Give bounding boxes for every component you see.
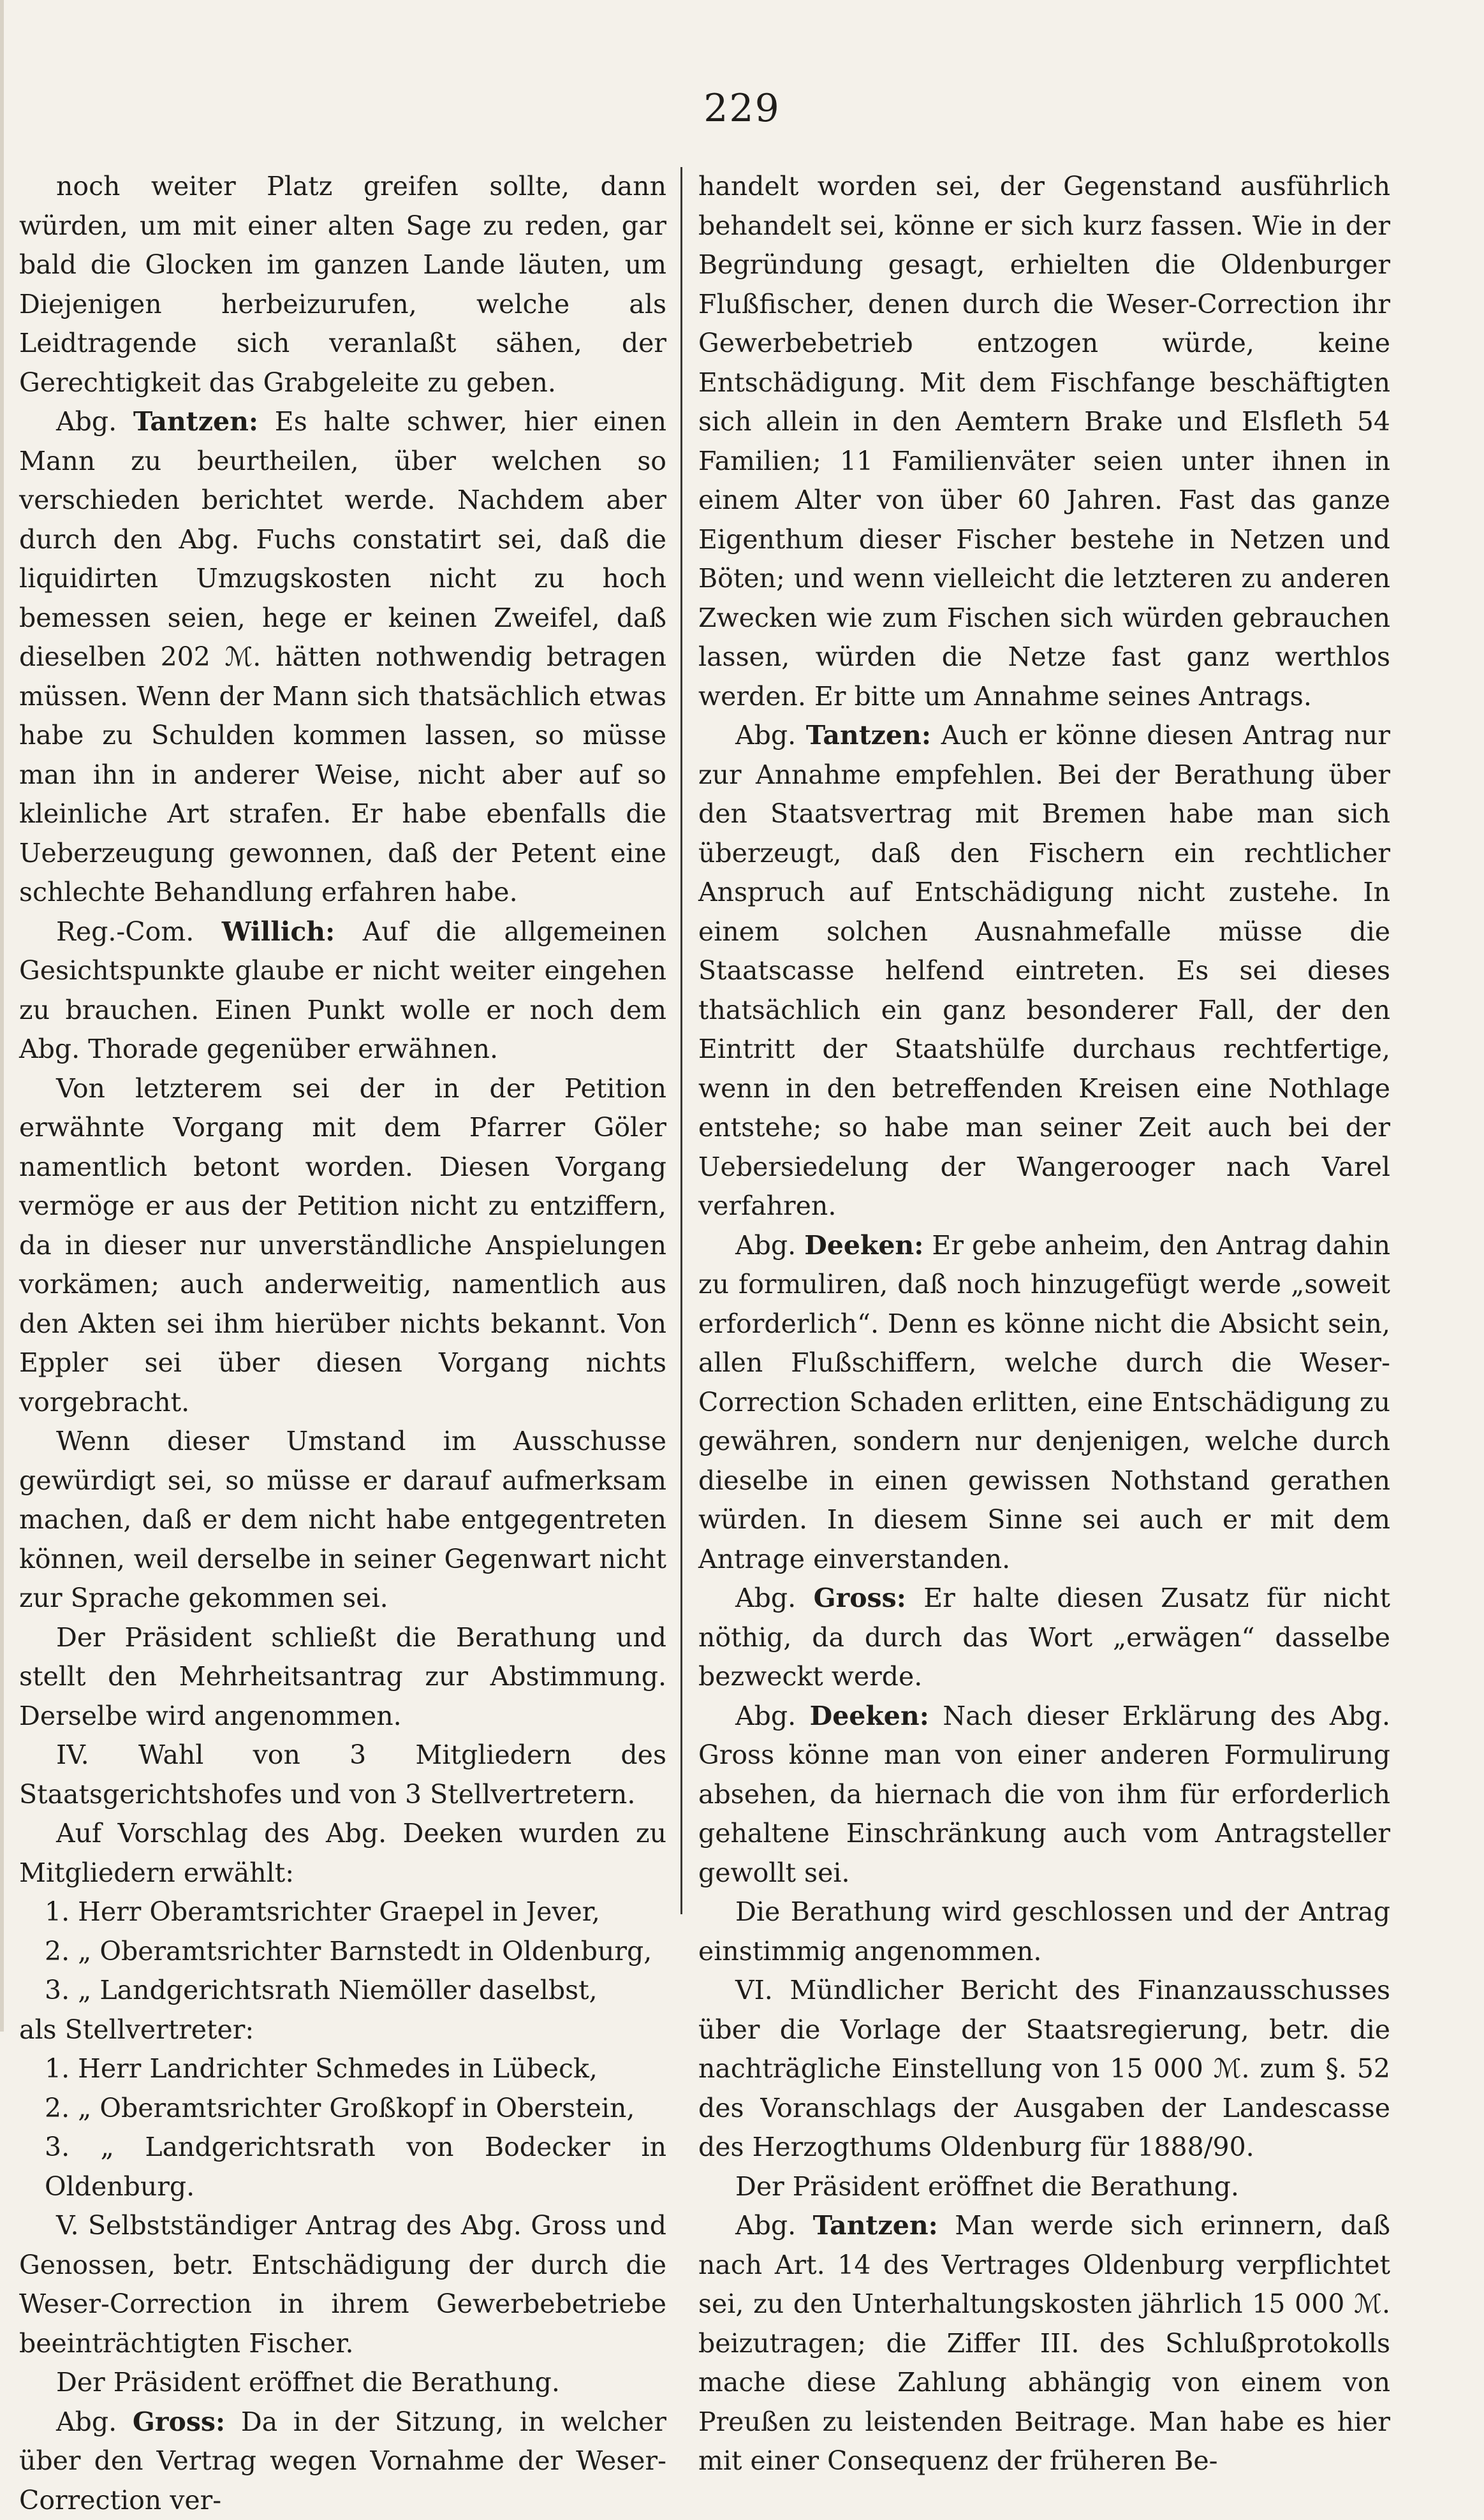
paragraph-text: Man werde sich erinnern, daß nach Art. 14 des Vertrages Oldenburg verpflichtet sei, zu den Unterhaltungskosten jährlich 15 000 ℳ. beizutragen; die Ziffer III. des Schlußprotokolls mache diese Zahlung abhängig von einem von Preußen zu leistenden Beitrage. Man habe es hier mit einer Consequenz der früheren Be- [698,2210,1390,2476]
paragraph [19,1422,666,1618]
paragraph-text: IV. Wahl von 3 Mitgliedern des Staatsgerichtshofes und von 3 Stellvertretern. [19,1740,666,1810]
speaker-title: Reg.-Com. [56,916,222,947]
paragraph-text: Wenn dieser Umstand im Ausschusse gewürdigt sei, so müsse er darauf aufmerksam machen, daß er dem nicht habe entgegentreten können, weil derselbe in seiner Gegenwart nicht zur Sprache gekommen sei. [19,1426,666,1613]
paragraph [19,1069,666,1423]
paragraph [19,1814,666,1893]
speaker-paragraph [698,2206,1390,2481]
paragraph [19,1618,666,1736]
speaker-paragraph [698,1226,1390,1579]
paragraph [698,1893,1390,1971]
paragraph-text: Er gebe anheim, den Antrag dahin zu formuliren, daß noch hinzugefügt werde „soweit erforderlich“. Denn es könne nicht die Absicht sein, allen Flußschiffern, welche durch die Weser-Correction Schaden erlitten, eine Entschädigung zu gewähren, sondern nur denjenigen, welche durch dieselbe in einen gewissen Nothstand gerathen würden. In diesem Sinne sei auch er mit dem Antrage einverstanden. [698,1230,1390,1574]
paragraph-text: Nach dieser Erklärung des Abg. Gross könne man von einer anderen Formulirung absehen, da hiernach die von ihm für erforderlich gehaltene Einschränkung auch vom Antragsteller gewollt sei. [698,1701,1390,1888]
speaker-name: Deeken: [804,1230,923,1261]
left-column [19,167,666,2520]
speaker-title: Abg. [56,406,133,437]
speaker-name: Gross: [814,1583,906,1613]
speaker-title: Abg. [735,1230,804,1261]
speaker-title: Abg. [735,720,806,751]
speaker-paragraph [698,1579,1390,1697]
column-divider [680,167,682,1914]
speaker-title: Abg. [735,1583,814,1613]
paragraph-text: Er halte diesen Zusatz für nicht nöthig, da durch das Wort „erwägen“ dasselbe bezweckt werde. [698,1583,1390,1692]
paragraph [698,2167,1390,2207]
paragraph-text: Es halte schwer, hier einen Mann zu beurtheilen, über welchen so verschieden berichtet werde. Nachdem aber durch den Abg. Fuchs constatirt sei, daß die liquidirten Umzugskosten nicht zu hoch bemessen seien, hege er keinen Zweifel, daß dieselben 202 ℳ. hätten nothwendig betragen müssen. Wenn der Mann sich thatsächlich etwas habe zu Schulden kommen lassen, so müsse man ihn in anderer Weise, nicht aber auf so kleinliche Art strafen. Er habe ebenfalls die Ueberzeugung gewonnen, daß der Petent eine schlechte Behandlung erfahren habe. [19,406,666,907]
paragraph [19,167,666,402]
paragraph-text: Der Präsident eröffnet die Berathung. [735,2171,1239,2202]
paragraph-text: noch weiter Platz greifen sollte, dann würden, um mit einer alten Sage zu reden, gar bald die Glocken im ganzen Lande läuten, um Diejenigen herbeizurufen, welche als Leidtragende sich veranlaßt sähen, der Gerechtigkeit das Grabgeleite zu geben. [19,171,666,398]
speaker-paragraph [698,716,1390,1226]
paragraph [19,2206,666,2363]
paragraph-text: Auf Vorschlag des Abg. Deeken wurden zu Mitgliedern erwählt: [19,1818,666,1888]
page-edge [0,0,4,2032]
paragraph-text: Da in der Sitzung, in welcher über den Vertrag wegen Vornahme der Weser-Correction ver- [19,2406,666,2516]
paragraph: als Stellvertreter: [19,2011,666,2050]
speaker-name: Deeken: [810,1701,929,1731]
paragraph-text: Die Berathung wird geschlossen und der Antrag einstimmig angenommen. [698,1896,1390,1967]
page-number: 229 [0,86,1484,131]
paragraph-text: VI. Mündlicher Bericht des Finanzausschusses über die Vorlage der Staatsregierung, betr. die nachträgliche Einstellung von 15 000 ℳ. zum §. 52 des Voranschlags der Ausgaben der Landescasse des Herzogthums Oldenburg für 1888/90. [698,1975,1390,2162]
list-item: 3. „ Landgerichtsrath von Bodecker in Oldenburg. [19,2128,666,2206]
paragraph: handelt worden sei, der Gegenstand ausführlich behandelt sei, könne er sich kurz fassen. Wie in der Begründung gesagt, erhielten die Oldenburger Flußfischer, denen durch die Weser-Correction ihr Gewerbebetrieb entzogen würde, keine Entschädigung. Mit dem Fischfange beschäftigten sich allein in den Aemtern Brake und Elsfleth 54 Familien; 11 Familienväter seien unter ihnen in einem Alter von über 60 Jahren. Fast das ganze Eigenthum dieser Fischer bestehe in Netzen und Böten; und wenn vielleicht die letzteren zu anderen Zwecken wie zum Fischen sich würden gebrauchen lassen, würden die Netze fast ganz werthlos werden. Er bitte um Annahme seines Antrags. [698,167,1390,716]
speaker-name: Gross: [133,2406,225,2437]
list-item: 3. „ Landgerichtsrath Niemöller daselbst, [19,1971,666,2011]
right-column [698,167,1390,2481]
speaker-name: Tantzen: [813,2210,938,2241]
list-item: 1. Herr Landrichter Schmedes in Lübeck, [19,2049,666,2089]
speaker-title: Abg. [735,1701,810,1731]
paragraph-text: Der Präsident eröffnet die Berathung. [56,2367,560,2398]
speaker-paragraph [19,912,666,1069]
paragraph-text: Auch er könne diesen Antrag nur zur Annahme empfehlen. Bei der Berathung über den Staatsvertrag mit Bremen habe man sich überzeugt, daß den Fischern ein rechtlicher Anspruch auf Entschädigung nicht zustehe. In einem solchen Ausnahmefalle müsse die Staatscasse helfend eintreten. Es sei dieses thatsächlich ein ganz besonderer Fall, der den Eintritt der Staatshülfe durchaus rechtfertige, wenn in den betreffenden Kreisen eine Nothlage entstehe; so habe man seiner Zeit auch bei der Uebersiedelung der Wangerooger nach Varel verfahren. [698,720,1390,1221]
speaker-paragraph [698,1697,1390,1893]
speaker-title: Abg. [735,2210,813,2241]
speaker-name: Tantzen: [806,720,931,751]
list-item: 2. „ Oberamtsrichter Barnstedt in Oldenburg, [19,1932,666,1972]
list-item: 2. „ Oberamtsrichter Großkopf in Oberstein, [19,2089,666,2128]
speaker-paragraph [19,2403,666,2520]
paragraph-text: Von letzterem sei der in der Petition erwähnte Vorgang mit dem Pfarrer Göler namentlich betont worden. Diesen Vorgang vermöge er aus der Petition nicht zu entziffern, da in dieser nur unverständliche Anspielungen vorkämen; auch anderweitig, namentlich aus den Akten sei ihm hierüber nichts bekannt. Von Eppler sei über diesen Vorgang nichts vorgebracht. [19,1073,666,1418]
paragraph-text: Auf die allgemeinen Gesichtspunkte glaube er nicht weiter eingehen zu brauchen. Einen Punkt wolle er noch dem Abg. Thorade gegenüber erwähnen. [19,916,666,1065]
paragraph-text: Der Präsident schließt die Berathung und stellt den Mehrheitsantrag zur Abstimmung. Derselbe wird angenommen. [19,1622,666,1731]
speaker-name: Tantzen: [133,406,258,437]
paragraph [19,1736,666,1814]
list-item: 1. Herr Oberamtsrichter Graepel in Jever, [19,1893,666,1932]
speaker-title: Abg. [56,2406,133,2437]
paragraph [19,2363,666,2403]
speaker-name: Willich: [222,916,335,947]
speaker-paragraph [19,402,666,912]
paragraph [698,1971,1390,2167]
paragraph-text: V. Selbstständiger Antrag des Abg. Gross und Genossen, betr. Entschädigung der durch die Weser-Correction in ihrem Gewerbebetriebe beeinträchtigten Fischer. [19,2210,666,2359]
